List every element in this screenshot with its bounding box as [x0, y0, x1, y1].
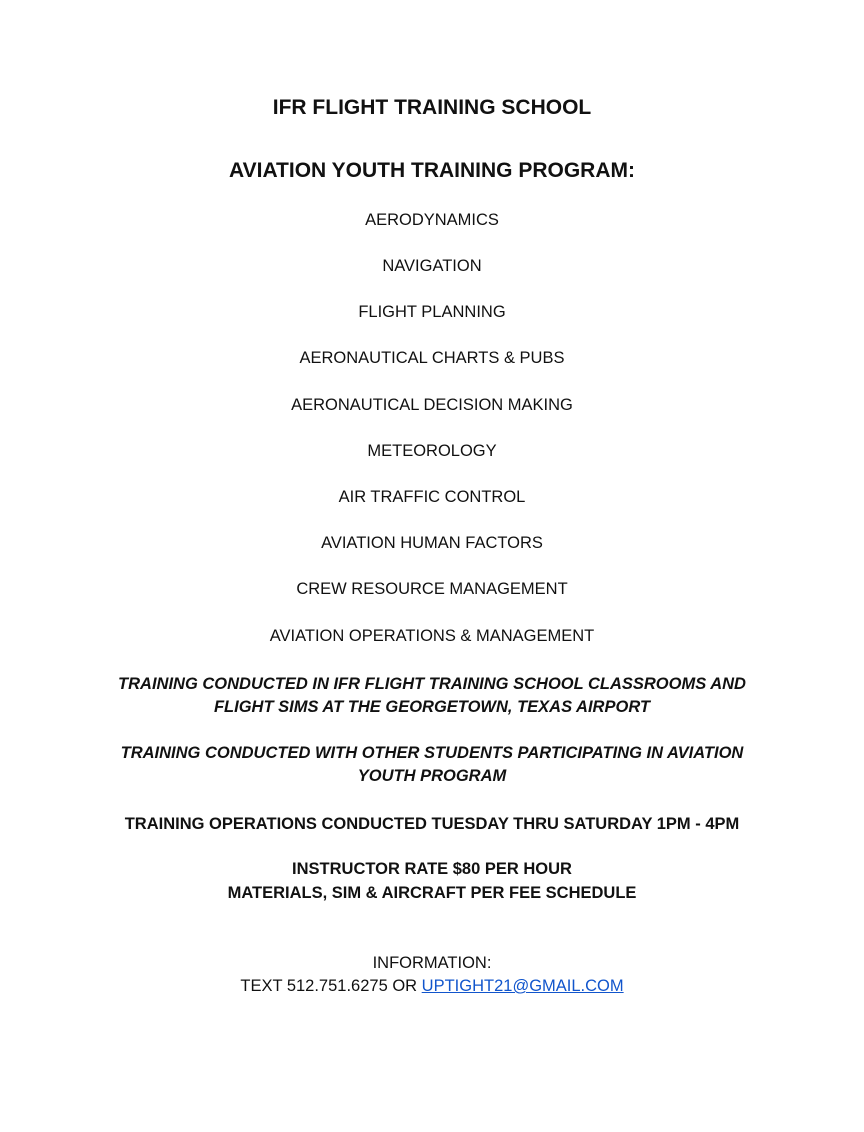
topic-item: AERONAUTICAL CHARTS & PUBS — [299, 349, 565, 367]
instructor-rate-line: INSTRUCTOR RATE $80 PER HOUR — [292, 860, 572, 878]
topic-item: CREW RESOURCE MANAGEMENT — [296, 580, 568, 598]
topic-item: AVIATION OPERATIONS & MANAGEMENT — [269, 627, 595, 645]
contact-line — [0, 975, 864, 998]
location-note-line-2: FLIGHT SIMS AT THE GEORGETOWN, TEXAS AIRPORT — [213, 698, 651, 716]
topic-item: METEOROLOGY — [367, 442, 497, 460]
schedule-line: TRAINING OPERATIONS CONDUCTED TUESDAY THRU SATURDAY 1PM - 4PM — [124, 815, 740, 833]
group-note-line-1: TRAINING CONDUCTED WITH OTHER STUDENTS PARTICIPATING IN AVIATION — [120, 744, 744, 762]
topic-item: AERONAUTICAL DECISION MAKING — [291, 396, 573, 414]
fee-schedule-line: MATERIALS, SIM & AIRCRAFT PER FEE SCHEDULE — [227, 884, 637, 902]
location-note-line-1: TRAINING CONDUCTED IN IFR FLIGHT TRAINING SCHOOL CLASSROOMS AND — [118, 675, 746, 693]
topic-item: NAVIGATION — [382, 257, 482, 275]
contact-phone-text: TEXT 512.751.6275 OR — [240, 977, 422, 995]
school-title: IFR FLIGHT TRAINING SCHOOL — [272, 96, 592, 119]
topic-item: AVIATION HUMAN FACTORS — [321, 534, 543, 552]
topic-item: AIR TRAFFIC CONTROL — [338, 488, 526, 506]
group-note-line-2: YOUTH PROGRAM — [357, 767, 507, 785]
topic-item: AERODYNAMICS — [365, 211, 499, 229]
information-label: INFORMATION: — [372, 954, 492, 972]
email-link[interactable]: UPTIGHT21@GMAIL.COM — [421, 977, 624, 995]
program-title: AVIATION YOUTH TRAINING PROGRAM: — [229, 159, 635, 182]
topic-item: FLIGHT PLANNING — [358, 303, 506, 321]
